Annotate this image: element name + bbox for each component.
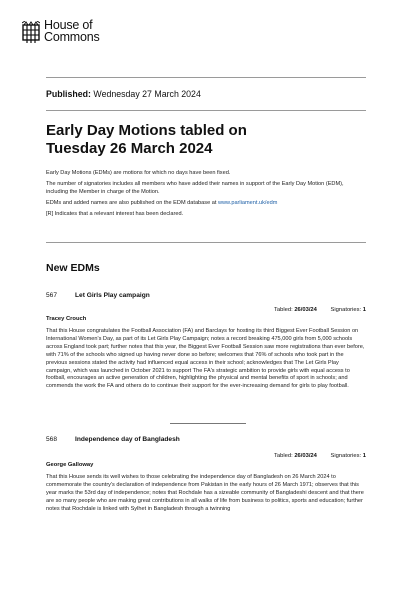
signatories-label: Signatories: xyxy=(330,453,362,459)
edm-database-link[interactable]: www.parliament.uk/edm xyxy=(217,200,278,206)
house-of-commons-logo xyxy=(22,20,100,45)
tabled-date: 26/03/24 xyxy=(294,307,317,313)
top-divider xyxy=(46,77,366,78)
edm-number: 567 xyxy=(46,292,58,299)
edm-title: Independence day of Bangladesh xyxy=(75,436,180,443)
edm-body-text: That this House congratulates the Football Association (FA) and Barclays for hosting its third Biggest Ever Football Session on International Women's Day, as part of its Let Girls Play Campaign; notes a record breaking 475,000 girls from 5,000 schools across England took part; further notes that this year, the Biggest Ever Football Session saw more registrations than ever before, with 71% of the schools who signed up having never done so before; welcomes that 76% of schools who took part in the previous sessions stated the activity had influenced equal access in their school; acknowledges that The Let Girls Play campaign, which was launched in October 2021 to support The FA's strategic ambition to provide girls with equal access to football, encourages an active generation of children, highlighting the physical and mental benefits of sport in schools; and commends the work the FA and others do to continue their support for the ever-increasing demand for girls to play football. xyxy=(46,328,365,390)
portcullis-icon xyxy=(22,21,40,45)
intro-paragraph-4: [R] Indicates that a relevant interest has been declared. xyxy=(46,211,184,217)
intro-text xyxy=(46,169,366,221)
logo-wordmark xyxy=(44,20,100,43)
page-title-line-1: Early Day Motions tabled on xyxy=(46,122,247,139)
intro-paragraph-3 xyxy=(46,199,366,207)
tabled-label: Tabled: xyxy=(273,453,293,459)
published-date: Wednesday 27 March 2024 xyxy=(93,89,201,99)
page-title xyxy=(46,122,366,158)
edm-heading xyxy=(46,292,150,299)
logo-line-2: Commons xyxy=(44,29,100,44)
edm-meta xyxy=(46,453,366,459)
tabled-label: Tabled: xyxy=(273,307,293,313)
tabled-date: 26/03/24 xyxy=(294,453,317,459)
edm-sponsor: George Galloway xyxy=(46,462,94,468)
edm-heading xyxy=(46,436,180,443)
edm-separator xyxy=(170,423,246,424)
intro-paragraph-1: Early Day Motions (EDMs) are motions for which no days have been fixed. xyxy=(46,170,231,176)
edm-number: 568 xyxy=(46,436,58,443)
signatories-label: Signatories: xyxy=(330,307,362,313)
intro-paragraph-3-text: EDMs and added names are also published on the EDM database at xyxy=(46,200,218,206)
edm-title: Let Girls Play campaign xyxy=(75,292,150,299)
published-label: Published: xyxy=(46,89,91,99)
signatories-count: 1 xyxy=(362,453,366,459)
section-heading-new-edms: New EDMs xyxy=(46,262,100,274)
published-divider xyxy=(46,110,366,111)
logo-line-1: House of xyxy=(44,18,93,32)
edm-body-text: That this House sends its well wishes to those celebrating the independence day of Bangladesh on 26 March 2024 to commemorate the country's declaration of independence from Pakistan in the early hours of 26 March 1971; observes that this year marks the 53rd day of independence; notes that Rochdale has a sizeable community of Bangladeshi descent and that there are so many people who are making great contributions in all walks of life from business to politics, sports and education; further notes that Rochdale is linked with Sylhet in Bangladesh through a twinning xyxy=(46,474,364,512)
signatories-count: 1 xyxy=(362,307,366,313)
published-line xyxy=(46,89,201,99)
edm-meta xyxy=(46,307,366,313)
intro-paragraph-2: The number of signatories includes all members who have added their names in support of the Early Day Motion (EDM), including the Member in charge of the Motion. xyxy=(46,181,344,195)
edm-sponsor: Tracey Crouch xyxy=(46,316,87,322)
intro-divider xyxy=(46,242,366,243)
page-title-line-2: Tuesday 26 March 2024 xyxy=(46,140,213,157)
